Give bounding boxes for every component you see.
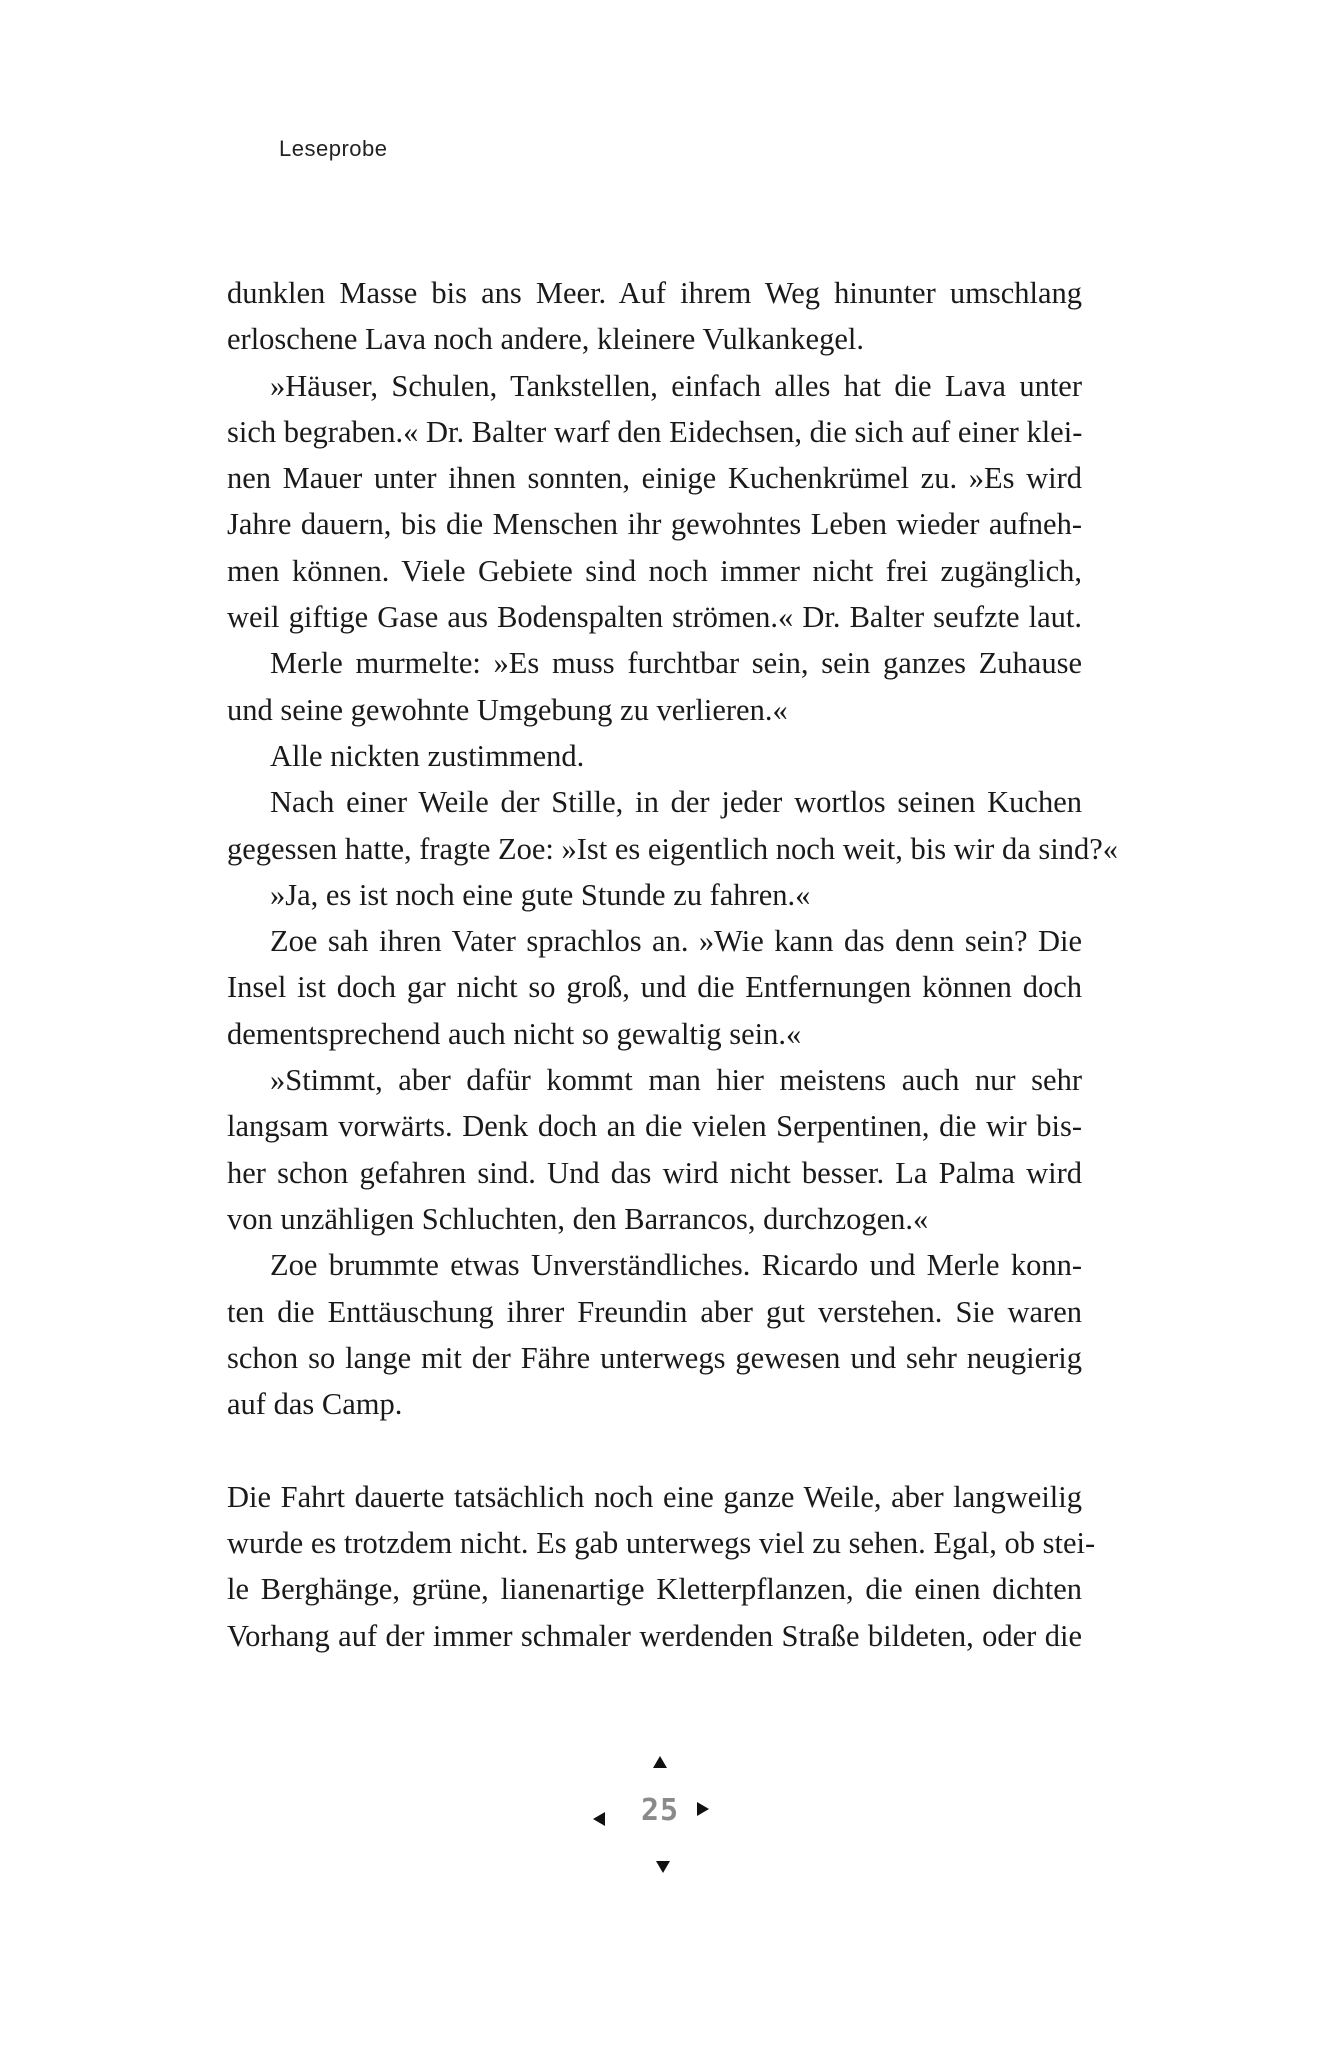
text-line: Nach einer Weile der Stille, in der jeder wortlos seinen Kuchen [270,785,1082,820]
text-line: »Ja, es ist noch eine gute Stunde zu fahren.« [270,877,811,912]
page-number: 25 [640,1793,680,1828]
text-line: Zoe brummte etwas Unverständliches. Ricardo und Merle konn- [270,1248,1082,1283]
text-line: »Stimmt, aber dafür kommt man hier meistens auch nur sehr [270,1063,1082,1098]
text-line: ten die Enttäuschung ihrer Freundin aber gut verstehen. Sie waren [227,1294,1082,1329]
text-line: Vorhang auf der immer schmaler werdenden Straße bildeten, oder die [227,1618,1082,1653]
text-line: dementsprechend auch nicht so gewaltig sein.« [227,1016,802,1051]
text-line: »Häuser, Schulen, Tankstellen, einfach alles hat die Lava unter [270,368,1082,403]
text-line: erloschene Lava noch andere, kleinere Vulkankegel. [227,322,864,357]
body-text [227,270,1119,1659]
text-line: schon so lange mit der Fähre unterwegs gewesen und sehr neugierig [227,1340,1082,1375]
text-line: Jahre dauern, bis die Menschen ihr gewohntes Leben wieder aufneh- [227,507,1082,542]
text-line: sich begraben.« Dr. Balter warf den Eidechsen, die sich auf einer klei- [227,414,1083,449]
triangle-up-icon [653,1756,667,1768]
section-break [227,1427,1082,1473]
text-line: von unzähligen Schluchten, den Barrancos, durchzogen.« [227,1201,929,1236]
text-line: nen Mauer unter ihnen sonnten, einige Kuchenkrümel zu. »Es wird [227,461,1082,496]
text-line: wurde es trotzdem nicht. Es gab unterwegs viel zu sehen. Egal, ob stei- [227,1526,1096,1561]
text-line: Alle nickten zustimmend. [270,738,585,773]
triangle-right-icon [697,1802,709,1816]
running-header: Leseprobe [279,136,388,161]
text-line: dunklen Masse bis ans Meer. Auf ihrem Weg hinunter umschlang [227,276,1082,310]
text-line: Die Fahrt dauerte tatsächlich noch eine ganze Weile, aber langweilig [227,1479,1082,1514]
text-line: men können. Viele Gebiete sind noch immer nicht frei zugänglich, [227,553,1082,588]
text-line: weil giftige Gase aus Bodenspalten strömen.« Dr. Balter seufzte laut. [227,600,1082,635]
text-line: Zoe sah ihren Vater sprachlos an. »Wie kann das denn sein? Die [270,924,1082,959]
text-line: auf das Camp. [227,1387,403,1422]
text-line: und seine gewohnte Umgebung zu verlieren.« [227,692,788,727]
text-line: Insel ist doch gar nicht so groß, und die Entfernungen können doch [227,970,1082,1005]
text-line: gegessen hatte, fragte Zoe: »Ist es eigentlich noch weit, bis wir da sind?« [227,831,1119,866]
text-line: langsam vorwärts. Denk doch an die vielen Serpentinen, die wir bis- [227,1109,1082,1144]
text-line: her schon gefahren sind. Und das wird nicht besser. La Palma wird [227,1155,1082,1190]
text-line: Merle murmelte: »Es muss furchtbar sein, sein ganzes Zuhause [270,646,1082,681]
page-number-ornament [590,1745,730,1885]
text-line: le Berghänge, grüne, lianenartige Kletterpflanzen, die einen dichten [227,1572,1082,1607]
triangle-down-icon [656,1861,670,1873]
